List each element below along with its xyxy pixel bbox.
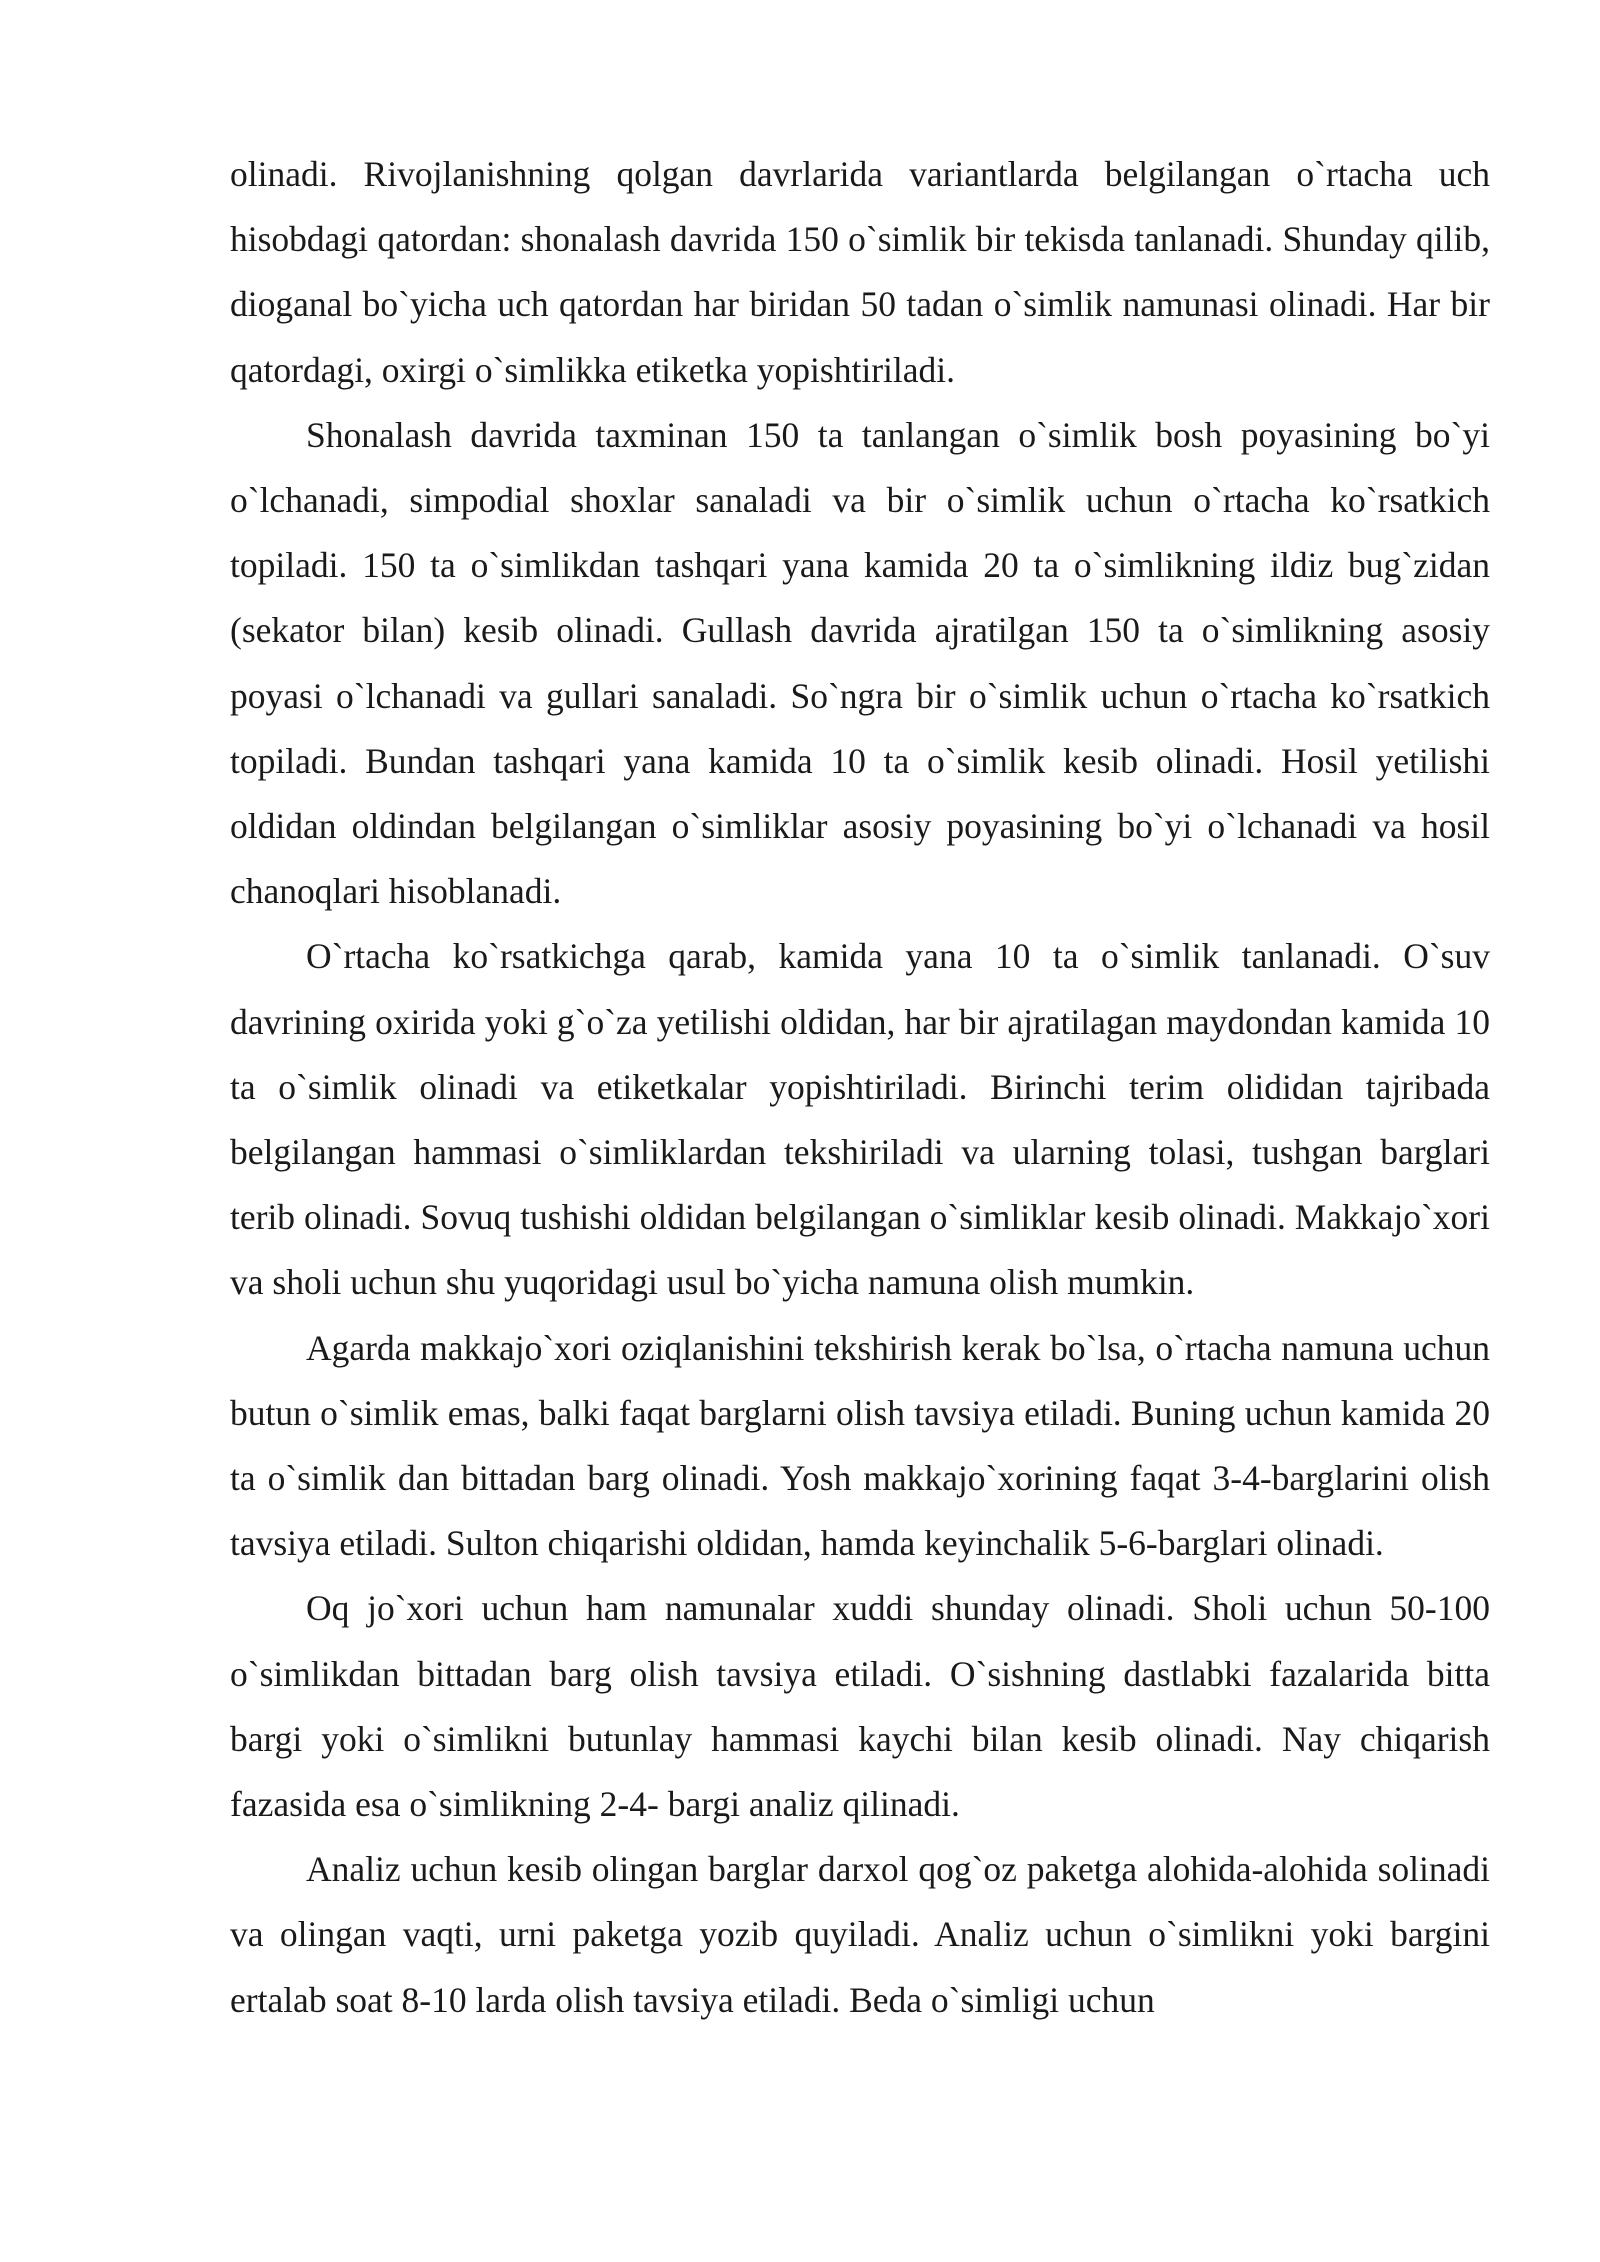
paragraph-1: olinadi. Rivojlanishning qolgan davrlarida variantlarda belgilangan o`rtacha uch hisobdagi qatordan: shonalash davrida 150 o`simlik bir tekisda tanlanadi. Shunday qilib, dioganal bo`yicha uch qatordan har biridan 50 tadan o`simlik namunasi olinadi. Har bir qatordagi, oxirgi o`simlikka etiketka yopishtiriladi. (230, 154, 1490, 390)
paragraph-4: Agarda makkajo`xori oziqlanishini tekshirish kerak bo`lsa, o`rtacha namuna uchun butun o`simlik emas, balki faqat barglarni olish tavsiya etiladi. Buning uchun kamida 20 ta o`simlik dan bittadan barg olinadi. Yosh makkajo`xorining faqat 3-4-barglarini olish tavsiya etiladi. Sulton chiqarishi oldidan, hamda keyinchalik 5-6-barglari olinadi. (230, 1327, 1490, 1564)
paragraph-2: Shonalash davrida taxminan 150 ta tanlangan o`simlik bosh poyasining bo`yi o`lchanadi, simpodial shoxlar sanaladi va bir o`simlik uchun o`rtacha ko`rsatkich topiladi. 150 ta o`simlikdan tashqari yana kamida 20 ta o`simlikning ildiz bug`zidan (sekator bilan) kesib olinadi. Gullash davrida ajratilgan 150 ta o`simlikning asosiy poyasi o`lchanadi va gullari sanaladi. So`ngra bir o`simlik uchun o`rtacha ko`rsatkich topiladi. Bundan tashqari yana kamida 10 ta o`simlik kesib olinadi. Hosil yetilishi oldidan oldindan belgilangan o`simliklar asosiy poyasining bo`yi o`lchanadi va hosil chanoqlari hisoblanadi. (230, 414, 1490, 912)
paragraph-3: O`rtacha ko`rsatkichga qarab, kamida yana 10 ta o`simlik tanlanadi. O`suv davrining oxirida yoki g`o`za yetilishi oldidan, har bir ajratilagan maydondan kamida 10 ta o`simlik olinadi va etiketkalar yopishtiriladi. Birinchi terim olididan tajribada belgilangan hammasi o`simliklardan tekshiriladi va ularning tolasi, tushgan barglari terib olinadi. Sovuq tushishi oldidan belgilangan o`simliklar kesib olinadi. Makkajo`xori va sholi uchun shu yuqoridagi usul bo`yicha namuna olish mumkin. (230, 936, 1490, 1303)
document-page (230, 142, 1490, 2033)
paragraph-6: Analiz uchun kesib olingan barglar darxol qog`oz paketga alohida-alohida solinadi va olingan vaqti, urni paketga yozib quyiladi. Analiz uchun o`simlikni yoki bargini ertalab soat 8-10 larda olish tavsiya etiladi. Beda o`simligi uchun (230, 1849, 1490, 2020)
paragraph-5: Oq jo`xori uchun ham namunalar xuddi shunday olinadi. Sholi uchun 50-100 o`simlikdan bittadan barg olish tavsiya etiladi. O`sishning dastlabki fazalarida bitta bargi yoki o`simlikni butunlay hammasi kaychi bilan kesib olinadi. Nay chiqarish fazasida esa o`simlikning 2-4- bargi analiz qilinadi. (230, 1588, 1490, 1825)
